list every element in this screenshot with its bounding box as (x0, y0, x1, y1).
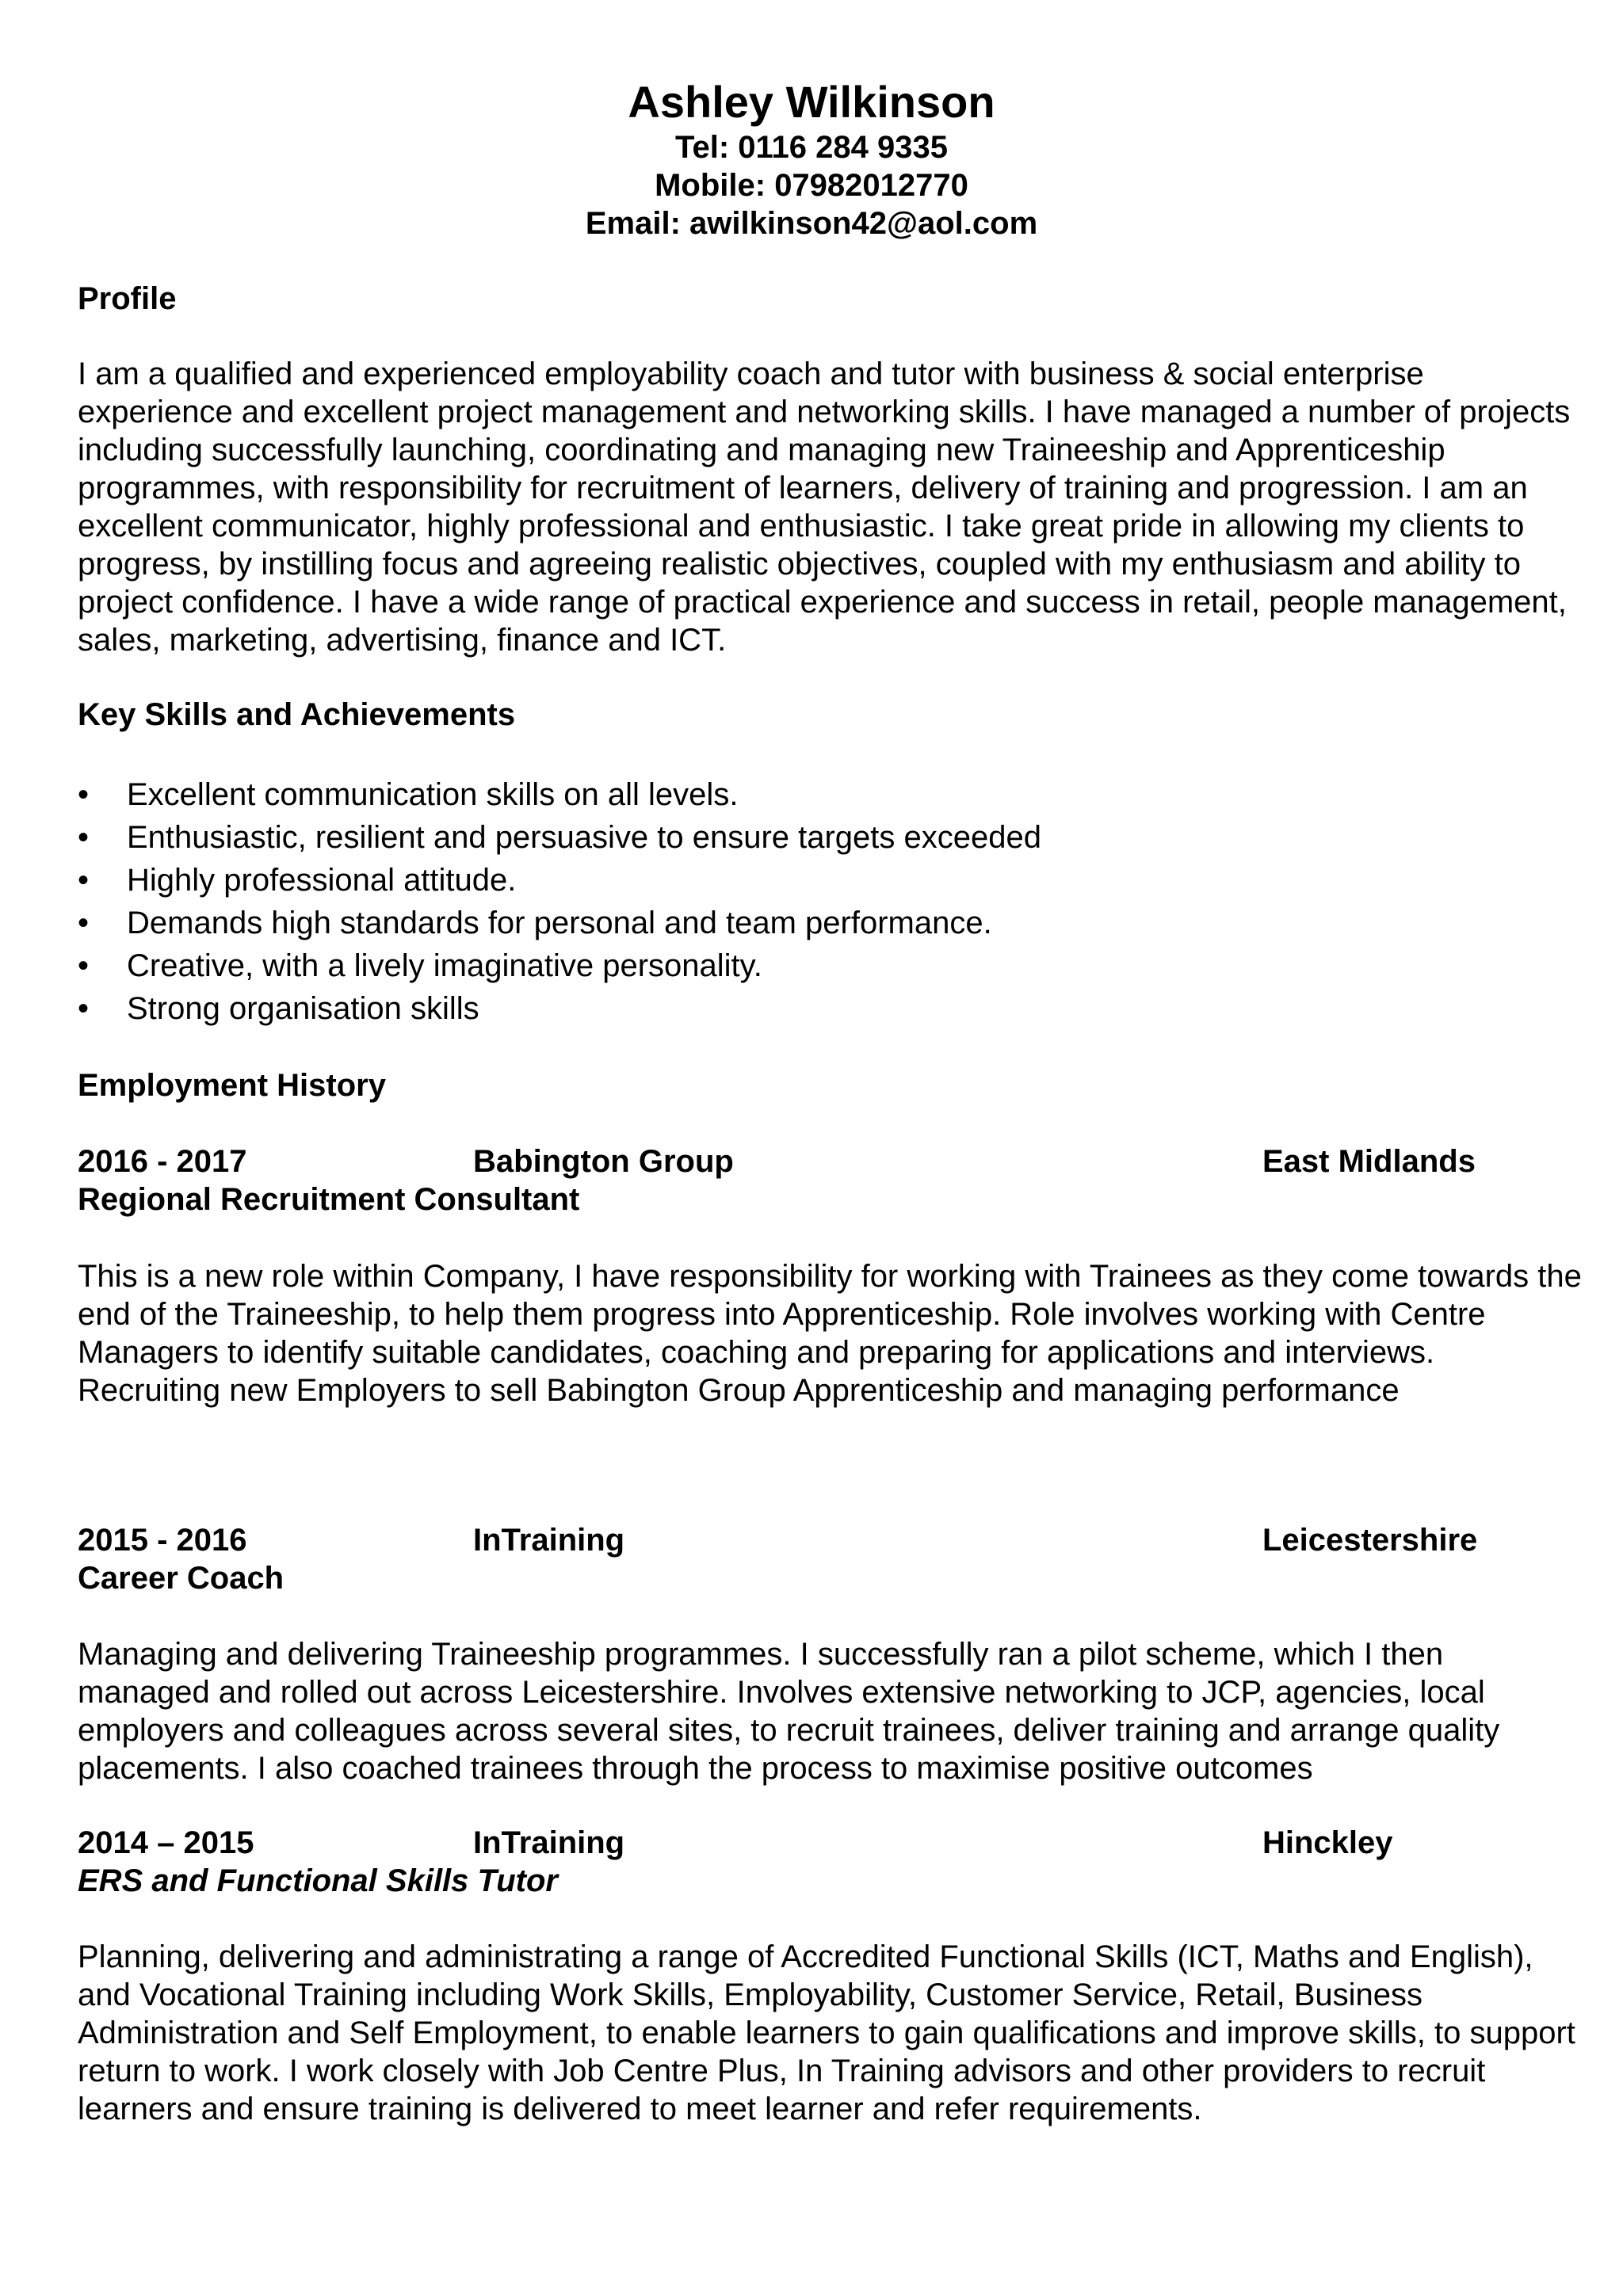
skill-item: • Creative, with a lively imaginative personality. (78, 944, 1041, 987)
job-header (78, 1521, 1583, 1559)
cv-header (0, 76, 1623, 242)
skills-list (78, 773, 1041, 1030)
skill-item: • Demands high standards for personal and team performance. (78, 902, 1041, 944)
candidate-name: Ashley Wilkinson (628, 77, 995, 127)
job-description: Managing and delivering Traineeship programmes. I successfully ran a pilot scheme, which I then managed and rolled out across Leicestershire. Involves extensive networking to JCP, agencies, local employers and colleagues across several sites, to recruit trainees, deliver training and arrange quality placements. I also coached trainees through the process to maximise positive outcomes (78, 1637, 1500, 1786)
job-role: ERS and Functional Skills Tutor (78, 1863, 558, 1898)
skill-item: • Highly professional attitude. (78, 859, 1041, 902)
job-company: InTraining (473, 1825, 625, 1860)
job-role: Career Coach (78, 1561, 285, 1596)
job-description: Planning, delivering and administrating a range of Accredited Functional Skills (ICT, Maths and English), and Vocational Training including Work Skills, Employability, Customer Service, Retail, Business Administration and Self Employment, to enable learners to gain qualifications and improve skills, to support return to work. I work closely with Job Centre Plus, In Training advisors and other providers to recruit learners and ensure training is delivered to meet learner and refer requirements. (78, 1939, 1575, 2126)
job-header (78, 1824, 1583, 1862)
employment-heading: Employment History (78, 1068, 386, 1103)
skills-heading: Key Skills and Achievements (78, 697, 516, 732)
job-company: Babington Group (473, 1144, 734, 1179)
job-header (78, 1142, 1583, 1180)
skill-item: • Enthusiastic, resilient and persuasive to ensure targets exceeded (78, 816, 1041, 859)
job-location: East Midlands (1262, 1144, 1476, 1179)
job-location: Leicestershire (1262, 1523, 1478, 1558)
job-years: 2016 - 2017 (78, 1144, 247, 1179)
mobile: Mobile: 07982012770 (655, 168, 968, 203)
job-location: Hinckley (1262, 1825, 1393, 1860)
skill-item: • Excellent communication skills on all levels. (78, 773, 1041, 816)
telephone: Tel: 0116 284 9335 (675, 130, 948, 165)
job-role: Regional Recruitment Consultant (78, 1182, 580, 1217)
skill-item: • Strong organisation skills (78, 987, 1041, 1030)
job-years: 2015 - 2016 (78, 1523, 247, 1558)
profile-text: I am a qualified and experienced employability coach and tutor with business & social enterprise experience and excellent project management and networking skills. I have managed a number of projects including successfully launching, coordinating and managing new Traineeship and Apprenticeship programmes, with responsibility for recruitment of learners, delivery of training and progression. I am an excellent communicator, highly professional and enthusiastic. I take great pride in allowing my clients to progress, by instilling focus and agreeing realistic objectives, coupled with my enthusiasm and ability to project confidence. I have a wide range of practical experience and success in retail, people management, sales, marketing, advertising, finance and ICT. (78, 357, 1571, 658)
profile-heading: Profile (78, 281, 177, 316)
job-description: This is a new role within Company, I have responsibility for working with Trainees as they come towards the end of the Traineeship, to help them progress into Apprenticeship. Role involves working with Centre Managers to identify suitable candidates, coaching and preparing for applications and interviews. Recruiting new Employers to sell Babington Group Apprenticeship and managing performance (78, 1259, 1582, 1408)
job-years: 2014 – 2015 (78, 1825, 254, 1860)
job-company: InTraining (473, 1523, 625, 1558)
email: Email: awilkinson42@aol.com (585, 206, 1038, 241)
